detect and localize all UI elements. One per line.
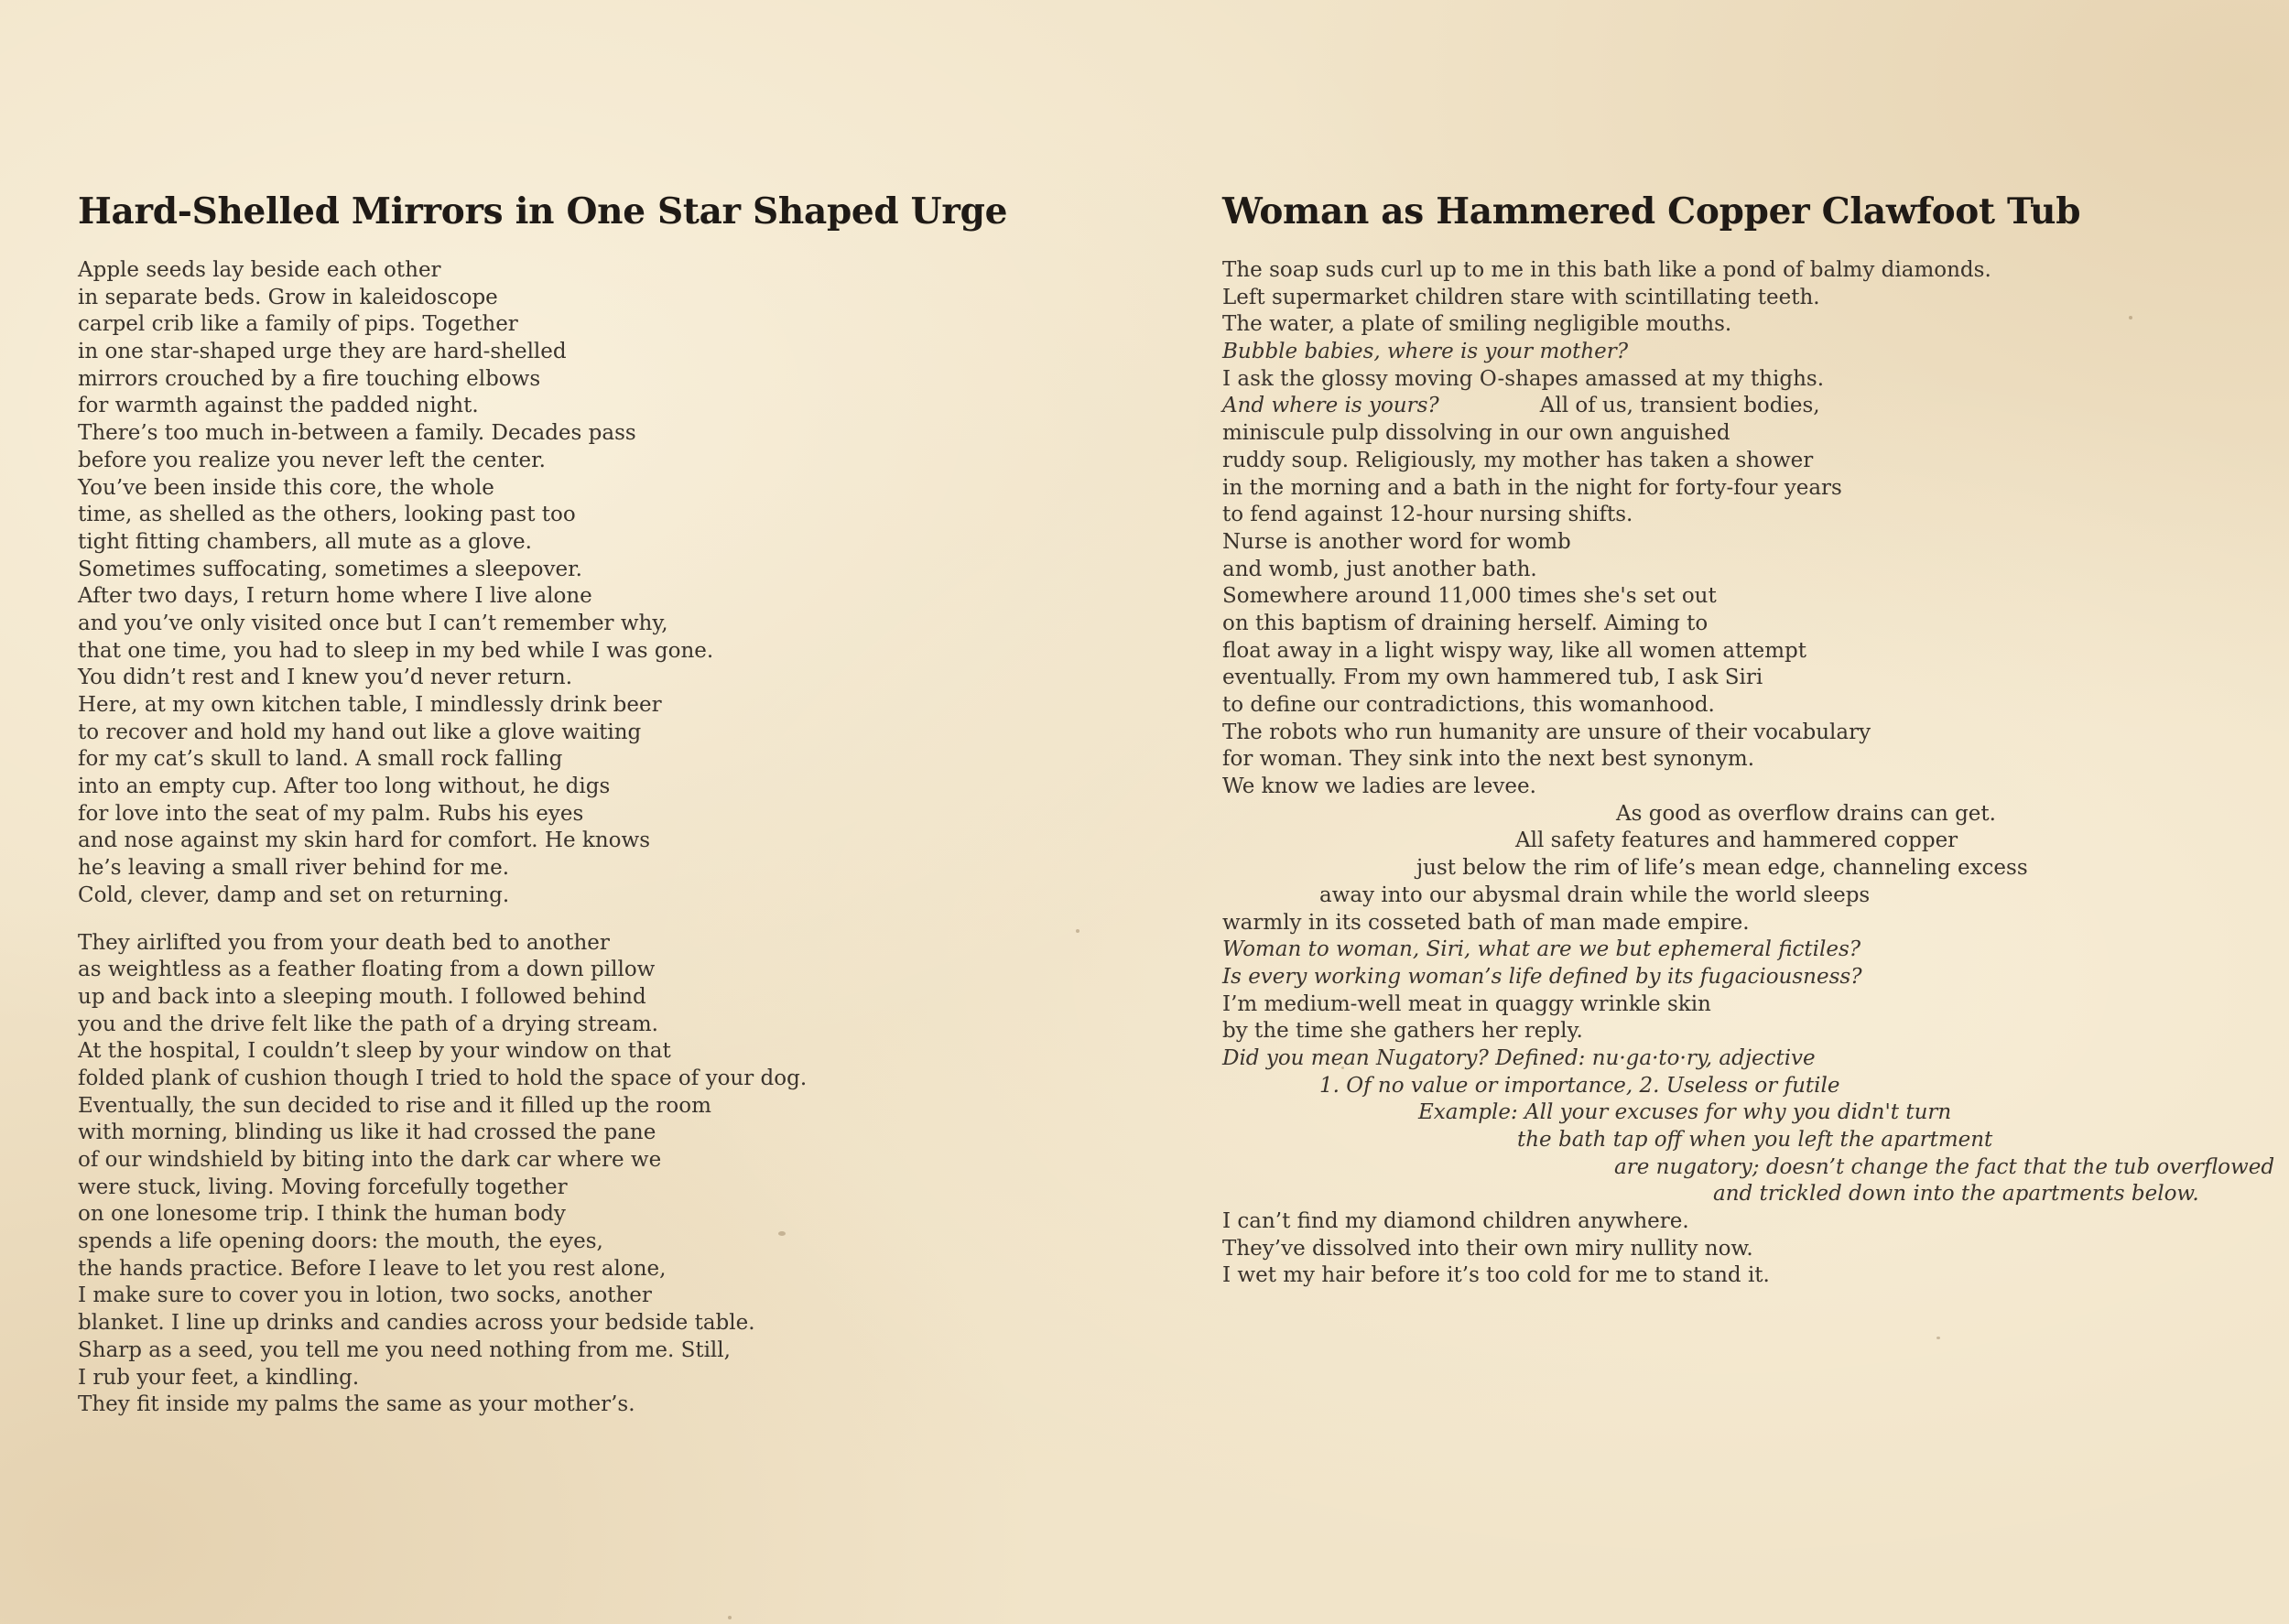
poem-line-text: warmly in its cosseted bath of man made empire. (1222, 910, 1750, 935)
poem-line (1222, 529, 2275, 557)
poem-line: Apple seeds lay beside each other (78, 258, 441, 282)
poem-line: and you’ve only visited once but I can’t remember why, (78, 611, 668, 635)
left-poem-title: Hard-Shelled Mirrors in One Star Shaped Urge (78, 190, 1008, 233)
left-poem-stanza-2 (78, 930, 1131, 1419)
poem-line (1222, 1262, 2275, 1290)
poem-line (1222, 1073, 2275, 1100)
poem-line: for my cat’s skull to land. A small rock falling (78, 747, 563, 772)
poem-line (1222, 1045, 2275, 1073)
poem-line: Cold, clever, damp and set on returning. (78, 882, 510, 907)
poem-line: of our windshield by biting into the dark car where we (78, 1148, 662, 1172)
right-poem-body (1222, 257, 2275, 1290)
poem-line-text: They’ve dissolved into their own miry nullity now. (1222, 1236, 1753, 1261)
poem-line-text: Nurse is another word for womb (1222, 529, 1571, 554)
poem-line: Eventually, the sun decided to rise and it filled up the room (78, 1093, 711, 1118)
poem-line: Sometimes suffocating, sometimes a sleepover. (78, 557, 582, 581)
paper-speck (1341, 1066, 1344, 1069)
poem-line-text: Somewhere around 11,000 times she's set out (1222, 584, 1717, 609)
poem-line-text: I can’t find my diamond children anywhere. (1222, 1209, 1689, 1234)
poem-line (1222, 393, 2275, 420)
poem-line: They fit inside my palms the same as your mother’s. (78, 1392, 635, 1417)
poem-line (1222, 311, 2275, 339)
poem-line (1222, 557, 2275, 584)
poem-line (1222, 665, 2275, 692)
poem-line-text: eventually. From my own hammered tub, I ask Siri (1222, 666, 1763, 690)
poem-line: At the hospital, I couldn’t sleep by your window on that (78, 1039, 671, 1064)
poem-line-text: by the time she gathers her reply. (1222, 1019, 1583, 1044)
paper-speck (2129, 316, 2132, 319)
poem-line (1222, 991, 2275, 1019)
poem-line-text: I wet my hair before it’s too cold for me to stand it. (1222, 1263, 1770, 1288)
poem-line (1222, 502, 2275, 529)
poem-line: Here, at my own kitchen table, I mindlessly drink beer (78, 693, 662, 717)
poem-line-text: away into our abysmal drain while the world sleeps (1319, 882, 1871, 907)
poem-line (1222, 583, 2275, 611)
poem-line (1222, 964, 2275, 991)
poem-line-text: 1. Of no value or importance, 2. Useless or futile (1319, 1073, 1840, 1098)
poem-line: folded plank of cushion though I tried to hold the space of your dog. (78, 1066, 808, 1090)
poem-line: up and back into a sleeping mouth. I followed behind (78, 984, 646, 1009)
poem-line (1222, 937, 2275, 964)
poem-line (1222, 882, 2275, 910)
left-poem-body (78, 257, 1131, 1419)
poem-line-text: are nugatory; doesn’t change the fact that the tub overflowed (1614, 1154, 2275, 1179)
poem-line: he’s leaving a small river behind for me. (78, 856, 510, 881)
poem-line: and nose against my skin hard for comfort. He knows (78, 828, 650, 853)
poem-line-text: I ask the glossy moving O-shapes amassed at my thighs. (1222, 366, 1825, 391)
poem-line (1222, 638, 2275, 666)
poem-line-text: ruddy soup. Religiously, my mother has taken a shower (1222, 448, 1814, 472)
poem-line (1222, 774, 2275, 801)
poem-line-text: The soap suds curl up to me in this bath like a pond of balmy diamonds. (1222, 258, 1991, 282)
poem-line: You’ve been inside this core, the whole (78, 475, 494, 500)
poem-line-text: Woman to woman, Siri, what are we but ephemeral fictiles? (1222, 937, 1861, 962)
paper-speck (778, 1231, 786, 1236)
poem-line: in separate beds. Grow in kaleidoscope (78, 285, 498, 309)
poem-line-text: and trickled down into the apartments below. (1713, 1182, 2199, 1207)
poem-line (1222, 1154, 2275, 1182)
poem-line (1222, 1208, 2275, 1236)
poem-line: with morning, blinding us like it had crossed the pane (78, 1121, 656, 1145)
poem-line: for warmth against the padded night. (78, 394, 479, 418)
poem-line (1222, 1099, 2275, 1127)
poem-line-text: We know we ladies are levee. (1222, 774, 1536, 799)
poem-line-text: Left supermarket children stare with scintillating teeth. (1222, 285, 1820, 309)
poem-line-text: to fend against 12-hour nursing shifts. (1222, 503, 1633, 527)
poem-line-text: The robots who run humanity are unsure of their vocabulary (1222, 720, 1871, 744)
poem-line: tight fitting chambers, all mute as a glove. (78, 529, 532, 554)
right-poem (1222, 188, 2275, 1290)
poem-line: After two days, I return home where I live alone (78, 584, 592, 609)
poem-line: I rub your feet, a kindling. (78, 1365, 360, 1390)
stanza-break (78, 910, 1131, 930)
poem-line (1222, 720, 2275, 747)
poem-line: to recover and hold my hand out like a glove waiting (78, 720, 642, 744)
poem-line: that one time, you had to sleep in my bed while I was gone. (78, 638, 714, 663)
poem-line-text: Example: All your excuses for why you didn't turn (1418, 1100, 1952, 1125)
poem-line-text: for woman. They sink into the next best synonym. (1222, 747, 1755, 772)
poem-line (1222, 1236, 2275, 1263)
poem-line-text: I’m medium-well meat in quaggy wrinkle skin (1222, 991, 1711, 1016)
poem-line (1222, 1127, 2275, 1154)
poem-line: were stuck, living. Moving forcefully together (78, 1175, 568, 1199)
poem-line (1222, 692, 2275, 720)
poem-line (1222, 1018, 2275, 1045)
poem-line: mirrors crouched by a fire touching elbows (78, 366, 541, 391)
poem-line: the hands practice. Before I leave to let you rest alone, (78, 1256, 667, 1281)
poem-line-text: And where is yours? (1222, 394, 1439, 418)
poem-line (1222, 448, 2275, 475)
left-poem (78, 188, 1131, 1419)
poem-line: spends a life opening doors: the mouth, the eyes, (78, 1229, 603, 1254)
poem-line-text: float away in a light wispy way, like all women attempt (1222, 638, 1806, 663)
poem-line: I make sure to cover you in lotion, two socks, another (78, 1283, 652, 1308)
poem-line (1222, 420, 2275, 448)
poem-line: into an empty cup. After too long without, he digs (78, 774, 611, 799)
poem-line (1222, 1181, 2275, 1208)
paper-speck (1076, 929, 1079, 933)
poem-line (1222, 828, 2275, 855)
poem-line: You didn’t rest and I knew you’d never return. (78, 666, 573, 690)
poem-line (1222, 801, 2275, 828)
poem-line: blanket. I line up drinks and candies across your bedside table. (78, 1311, 755, 1336)
left-poem-stanza-1 (78, 257, 1131, 910)
poem-line: time, as shelled as the others, looking past too (78, 503, 576, 527)
poem-line-text: just below the rim of life’s mean edge, channeling excess (1416, 856, 2028, 881)
poem-line-text: All of us, transient bodies, (1539, 394, 1820, 418)
paper-speck (728, 1616, 732, 1619)
right-poem-title: Woman as Hammered Copper Clawfoot Tub (1222, 190, 2081, 233)
poem-line: before you realize you never left the center. (78, 448, 546, 472)
poem-line: carpel crib like a family of pips. Together (78, 312, 518, 337)
poem-line: as weightless as a feather floating from a down pillow (78, 958, 656, 982)
poem-line (1222, 855, 2275, 882)
poem-line-text: miniscule pulp dissolving in our own anguished (1222, 421, 1730, 446)
poem-line: in one star-shaped urge they are hard-shelled (78, 340, 567, 364)
poem-line (1222, 285, 2275, 312)
poem-line-text: Bubble babies, where is your mother? (1222, 340, 1629, 364)
poem-line-text: and womb, just another bath. (1222, 557, 1537, 581)
poem-line-text: The water, a plate of smiling negligible mouths. (1222, 312, 1732, 337)
poem-line (1222, 475, 2275, 503)
poem-line-text: on this baptism of draining herself. Aiming to (1222, 611, 1709, 635)
poem-line (1222, 910, 2275, 937)
poem-line-text: Did you mean Nugatory? Defined: nu·ga·to·ry, adjective (1222, 1045, 1816, 1070)
poem-line-text: in the morning and a bath in the night for forty-four years (1222, 475, 1842, 500)
poem-line-text: to define our contradictions, this womanhood. (1222, 693, 1715, 717)
poem-line-text: As good as overflow drains can get. (1616, 801, 1996, 826)
poem-line (1222, 611, 2275, 638)
poem-line (1222, 339, 2275, 366)
poem-line: There’s too much in-between a family. Decades pass (78, 421, 636, 446)
poem-line: on one lonesome trip. I think the human body (78, 1202, 566, 1227)
poem-line (1222, 746, 2275, 774)
poem-line (1222, 366, 2275, 394)
poem-line: you and the drive felt like the path of a drying stream. (78, 1012, 658, 1036)
poem-line (1222, 257, 2275, 285)
poem-line-text: All safety features and hammered copper (1515, 828, 1958, 853)
poem-line-text: Is every working woman’s life defined by its fugaciousness? (1222, 964, 1862, 989)
poem-line: They airlifted you from your death bed to another (78, 930, 610, 955)
poem-line-text: the bath tap off when you left the apartment (1517, 1128, 1993, 1152)
paper-speck (1936, 1337, 1940, 1339)
poem-line: Sharp as a seed, you tell me you need nothing from me. Still, (78, 1337, 731, 1362)
poem-line: for love into the seat of my palm. Rubs his eyes (78, 801, 584, 826)
